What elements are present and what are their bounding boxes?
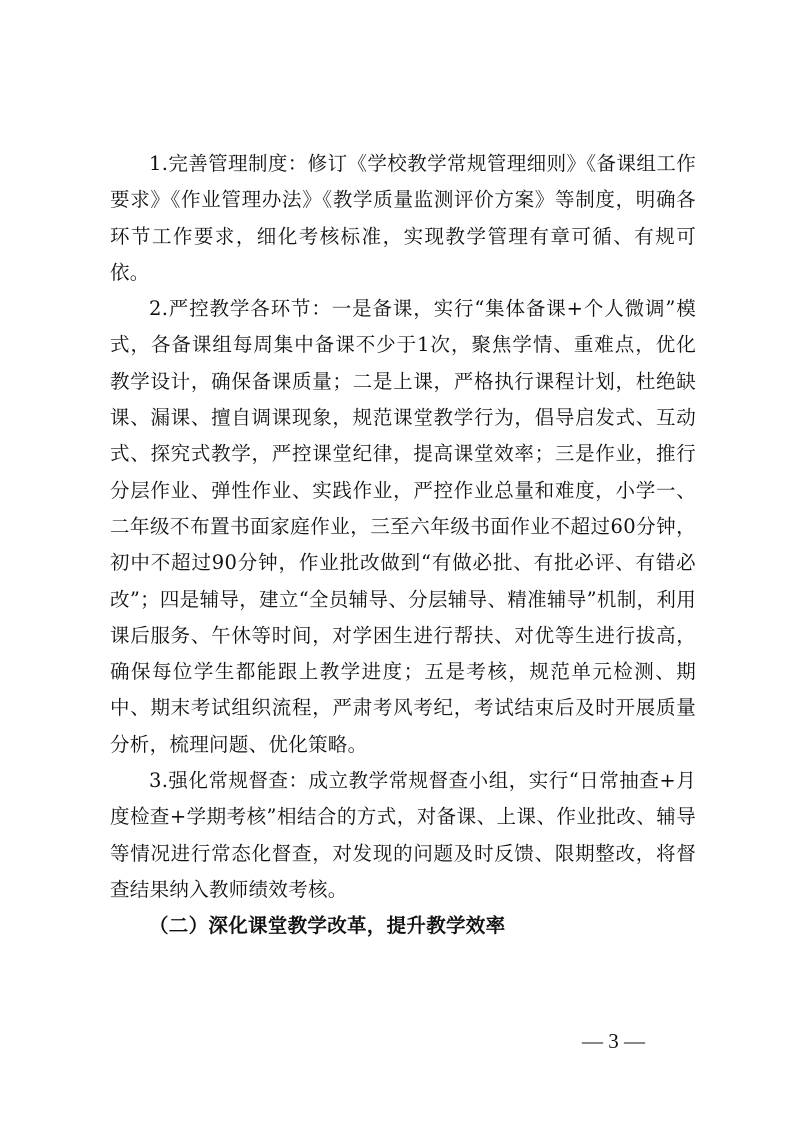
paragraph-management-system: 1.完善管理制度：修订《学校教学常规管理细则》《备课组工作要求》《作业管理办法》《教学质量监测评价方案》等制度，明确各环节工作要求，细化考核标准，实现教学管理有章可循、有规可依。 bbox=[110, 152, 696, 284]
page-number: — 3 — bbox=[582, 1029, 645, 1053]
section-heading: （二）深化课堂教学改革，提升教学效率 bbox=[149, 914, 506, 938]
document-body bbox=[110, 146, 696, 945]
paragraph-teaching-process: 2.严控教学各环节：一是备课，实行“集体备课+个人微调”模式，各备课组每周集中备课不少于1次，聚焦学情、重难点，优化教学设计，确保备课质量；二是上课，严格执行课程计划，杜绝缺课、漏课、擅自调课现象，规范课堂教学行为，倡导启发式、互动式、探究式教学，严控课堂纪律，提高课堂效率；三是作业，推行分层作业、弹性作业、实践作业，严控作业总量和难度，小学一、二年级不布置书面家庭作业，三至六年级书面作业不超过60分钟，初中不超过90分钟，作业批改做到“有做必批、有批必评、有错必改”；四是辅导，建立“全员辅导、分层辅导、精准辅导”机制，利用课后服务、午休等时间，对学困生进行帮扶、对优等生进行拔高，确保每位学生都能跟上教学进度；五是考核，规范单元检测、期中、期末考试组织流程，严肃考风考纪，考试结束后及时开展质量分析，梳理问题、优化策略。 bbox=[110, 297, 696, 756]
paragraph-routine-inspection: 3.强化常规督查：成立教学常规督查小组，实行“日常抽查+月度检查+学期考核”相结合的方式，对备课、上课、作业批改、辅导等情况进行常态化督查，对发现的问题及时反馈、限期整改，将督查结果纳入教师绩效考核。 bbox=[110, 769, 696, 901]
